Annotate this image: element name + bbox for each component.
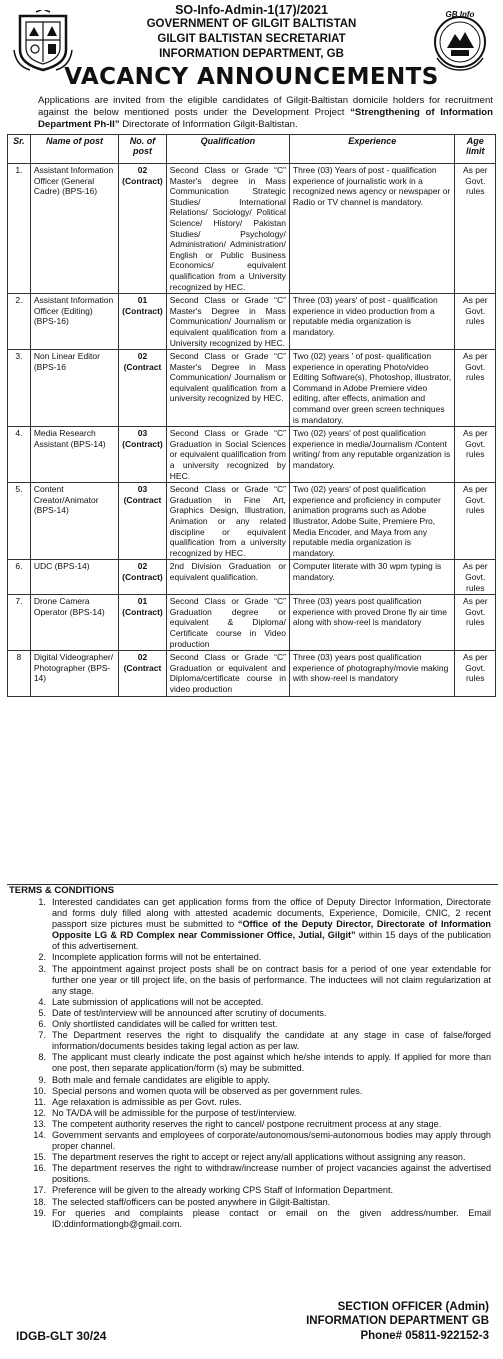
row-count xyxy=(119,427,167,483)
term-text xyxy=(52,897,491,951)
row-count-type: (Contract) xyxy=(122,175,163,186)
list-item xyxy=(10,1052,491,1074)
row-age-limit: As per Govt. rules xyxy=(455,164,496,294)
government-title: GOVERNMENT OF GILGIT BALTISTAN xyxy=(146,18,357,30)
intro-text-end: Directorate of Information Gilgit-Baltistan. xyxy=(119,119,298,130)
term-text: The appointment against project posts shall be on contract basis for a period of one year extendable for further one year or till project life, on the basis of performance. The inductees will not claim regularization at any stage. xyxy=(52,963,491,996)
term-text: For queries and complaints please contact or email on the given address/number. Email ID:ddinformationgb@gmail.com. xyxy=(52,1207,491,1229)
term-number: 10. xyxy=(33,1085,46,1096)
term-number: 8. xyxy=(38,1052,46,1063)
row-experience: Three (03) years' of post - qualification experience in video production from a reputable media organization is mandatory. xyxy=(289,294,455,350)
list-item xyxy=(10,1097,491,1108)
term-number: 1. xyxy=(38,897,46,907)
table-row xyxy=(8,651,496,696)
term-number: 18. xyxy=(33,1196,46,1207)
term-number: 4. xyxy=(38,996,46,1007)
row-post: Digital Videographer/ Photographer (BPS-14) xyxy=(30,651,118,696)
information-department-logo-icon xyxy=(429,8,491,72)
logo-right-text: GB Info xyxy=(445,10,475,19)
list-item xyxy=(10,1019,491,1030)
list-item xyxy=(10,1030,491,1052)
term-text: The department reserves the right to withdraw/increase number of project vacancies against the advertised positions. xyxy=(52,1163,491,1185)
row-post: Media Research Assistant (BPS-14) xyxy=(30,427,118,483)
row-age-limit: As per Govt. rules xyxy=(455,294,496,350)
terms-heading: TERMS & CONDITIONS xyxy=(7,884,498,896)
row-count-type: (Contract) xyxy=(122,305,163,316)
row-count-type: (Contract xyxy=(123,662,162,673)
row-count xyxy=(119,350,167,427)
department-title: INFORMATION DEPARTMENT, GB xyxy=(159,48,344,60)
term-text: Both male and female candidates are eligible to apply. xyxy=(52,1074,270,1085)
list-item xyxy=(10,964,491,997)
term-text: Incomplete application forms will not be entertained. xyxy=(52,952,262,963)
row-experience: Three (03) years post qualification experience with proved Drone fly air time along with show-reel is mandatory xyxy=(289,595,455,651)
term-number: 5. xyxy=(38,1007,46,1018)
term-number: 12. xyxy=(33,1107,46,1118)
list-item xyxy=(10,1130,491,1152)
intro-text: Applications are invited from the eligible candidates of Gilgit-Baltistan domicile holders for recruitment against the below mentioned posts under the Development Project xyxy=(38,95,493,118)
term-text: Date of test/interview will be announced after scrutiny of documents. xyxy=(52,1007,327,1018)
row-post: Content Creator/Animator (BPS-14) xyxy=(30,483,118,560)
row-qualification: Second Class or Grade “C” Graduation or equivalent and Diploma/certificate course in video production xyxy=(166,651,289,696)
row-age-limit: As per Govt. rules xyxy=(455,483,496,560)
row-sr: 1. xyxy=(8,164,31,294)
term-number: 11. xyxy=(34,1096,46,1107)
term-text: The department reserves the right to accept or reject any/all applications without assigning any reason. xyxy=(52,1152,466,1163)
row-post: Assistant Information Officer (Editing) (BPS-16) xyxy=(30,294,118,350)
row-experience: Computer literate with 30 wpm typing is mandatory. xyxy=(289,560,455,595)
row-experience: Three (03) Years of post - qualification experience of journalistic work in a recognized news agency or newspaper or Radio or TV channel is mandatory. xyxy=(289,164,455,294)
contact-phone: Phone# 05811-922152-3 xyxy=(360,1330,489,1342)
term-text: The applicant must clearly indicate the post against which he/she intends to apply. If applied for more than one post, then separate application/form (s) may be submitted. xyxy=(52,1052,491,1074)
row-qualification: Second Class or Grade “C” Graduation in Fine Art, Graphics Design, Illustration, Animation or any related discipline or equivalent qualification from a university recognized by HEC. xyxy=(166,483,289,560)
row-age-limit: As per Govt. rules xyxy=(455,595,496,651)
row-post: Assistant Information Officer (General Cadre) (BPS-16) xyxy=(30,164,118,294)
term-number: 19. xyxy=(33,1207,46,1218)
secretariat-title: GILGIT BALTISTAN SECRETARIAT xyxy=(157,33,346,45)
col-no: No. of post xyxy=(119,135,167,164)
project-name: “Strengthening of Information Department Ph-II” xyxy=(38,107,493,130)
page-title: VACANCY ANNOUNCEMENTS xyxy=(64,64,439,90)
row-age-limit: As per Govt. rules xyxy=(455,560,496,595)
term-number: 16. xyxy=(33,1163,46,1174)
row-qualification: Second Class or Grade “C” Master's Degree in Mass Communication/ Journalism or equivalent qualification from a university recognized by HEC. xyxy=(166,350,289,427)
row-experience: Two (02) years ' of post- qualification experience in operating Photo/video Editing Software(s), Photoshop, illustrator, Command in Adobe Premiere video editing, after effects, animation and command over green screen techniques is mandatory. xyxy=(289,350,455,427)
col-age-limit: Age limit xyxy=(455,135,496,164)
col-post: Name of post xyxy=(30,135,118,164)
term-text: The competent authority reserves the right to cancel/ postpone recruitment process at any stage. xyxy=(52,1118,442,1129)
reference-number: SO-Info-Admin-1(17)/2021 xyxy=(175,3,328,17)
row-count-type: (Contract) xyxy=(122,571,163,582)
term-text: Special persons and women quota will be observed as per government rules. xyxy=(52,1085,363,1096)
term-text: Government servants and employees of corporate/autonomous/semi-autonomous bodies may apply through proper channel. xyxy=(52,1129,491,1152)
row-count xyxy=(119,595,167,651)
table-row xyxy=(8,560,496,595)
list-item xyxy=(10,1197,491,1208)
term-number: 7. xyxy=(38,1030,46,1041)
list-item xyxy=(10,1152,491,1163)
col-sr: Sr. xyxy=(8,135,31,164)
list-item xyxy=(10,1208,491,1230)
row-sr: 2. xyxy=(8,294,31,350)
row-count-number: 02 xyxy=(137,351,148,362)
table-row xyxy=(8,595,496,651)
table-row xyxy=(8,350,496,427)
row-experience: Three (03) years post qualification experience of photography/movie making with show-reel is mandatory xyxy=(289,651,455,696)
row-qualification: Second Class or Grade “C” Graduation in Social Sciences or equivalent qualification from a university recognized by HEC. xyxy=(166,427,289,483)
list-item xyxy=(10,1075,491,1086)
table-header-row xyxy=(8,135,496,164)
signatory-department: INFORMATION DEPARTMENT GB xyxy=(306,1315,489,1327)
row-sr: 5. xyxy=(8,483,31,560)
row-qualification: Second Class or Grade “C” Master's degree in Mass Communication Strategic Studies/ International Relations/ Sociology/ Political Science/ History/ Pakistan Studies/ Psychology/ Administration/ Administration/ English or Public Business Economics/ equivalent qualification from a University recognized by HEC. xyxy=(166,164,289,294)
term-number: 9. xyxy=(38,1074,46,1085)
row-sr: 7. xyxy=(8,595,31,651)
list-item xyxy=(10,1185,491,1196)
list-item xyxy=(10,952,491,963)
table-row xyxy=(8,294,496,350)
term-number: 2. xyxy=(38,952,46,963)
row-age-limit: As per Govt. rules xyxy=(455,651,496,696)
row-count-number: 02 xyxy=(137,165,148,175)
row-sr: 4. xyxy=(8,427,31,483)
list-item xyxy=(10,897,491,952)
row-age-limit: As per Govt. rules xyxy=(455,350,496,427)
term-text: Late submission of applications will not be accepted. xyxy=(52,996,264,1007)
list-item xyxy=(10,1119,491,1130)
term-number: 14. xyxy=(33,1129,46,1140)
term-text-bold: “Office of the Deputy Director, Directorate of Information Opposite LG & RD Complex near Commissioner Office, Jutial, Gilgit” xyxy=(52,919,491,941)
row-count xyxy=(119,483,167,560)
row-sr: 8 xyxy=(8,651,31,696)
row-count xyxy=(119,651,167,696)
term-text: Age relaxation is admissible as per Govt. rules. xyxy=(52,1096,242,1107)
row-count xyxy=(119,294,167,350)
col-qualification: Qualification xyxy=(166,135,289,164)
row-count-type: (Contract xyxy=(123,361,162,372)
row-sr: 6. xyxy=(8,560,31,595)
row-count-number: 02 xyxy=(137,652,148,663)
list-item xyxy=(10,997,491,1008)
header xyxy=(0,0,503,95)
vacancy-table xyxy=(7,134,496,697)
table-row xyxy=(8,427,496,483)
row-count-number: 01 xyxy=(137,295,148,306)
term-number: 6. xyxy=(38,1019,46,1030)
row-experience: Two (02) years' of post qualification experience and proficiency in computer animation programs such as Adobe Illustrator, Adobe Suite, Premiere Pro, Media Encoder, and Maya from any reputable media organization is mandatory. xyxy=(289,483,455,560)
col-experience: Experience xyxy=(289,135,455,164)
row-sr: 3. xyxy=(8,350,31,427)
row-experience: Two (02) years' of post qualification experience in media/Journalism /Content writing/ from any reputable organization is mandatory. xyxy=(289,427,455,483)
term-text: The selected staff/officers can be posted anywhere in Gilgit-Baltistan. xyxy=(52,1196,331,1207)
term-text: Only shortlisted candidates will be called for written test. xyxy=(52,1019,278,1030)
row-qualification: Second Class or Grade “C” Graduation degree or equivalent & Diploma/ Certificate course in Video production xyxy=(166,595,289,651)
row-qualification: Second Class or Grade “C” Master's Degree in Mass Communication/ Journalism or equivalent qualification from a University recognized by HEC. xyxy=(166,294,289,350)
row-count-number: 03 xyxy=(137,484,148,495)
row-count-type: (Contract xyxy=(123,494,162,505)
row-qualification: 2nd Division Graduation or equivalent qualification. xyxy=(166,560,289,595)
row-post: Non Linear Editor (BPS-16 xyxy=(30,350,118,427)
term-text: Preference will be given to the already working CPS Staff of Information Department. xyxy=(52,1185,394,1196)
signatory-title: SECTION OFFICER (Admin) xyxy=(337,1301,489,1313)
row-count xyxy=(119,164,167,294)
table-row xyxy=(8,483,496,560)
row-count-type: (Contract) xyxy=(122,606,163,617)
term-text-part: Interested candidates can get application forms from the office of Deputy Director Information, Directorate and forms duly filled along with attested academic documents, Experience, Domicile, CNIC, 2 recent passport size pictures must be submitted to xyxy=(52,897,491,930)
row-post: Drone Camera Operator (BPS-14) xyxy=(30,595,118,651)
advertisement-code: IDGB-GLT 30/24 xyxy=(16,1329,107,1343)
row-count-number: 02 xyxy=(137,561,148,572)
row-count-number: 03 xyxy=(137,428,148,439)
table-row xyxy=(8,164,496,294)
term-text-part: within 15 days of the publication of this advertisement. xyxy=(52,930,491,952)
row-count-type: (Contract) xyxy=(122,438,163,449)
term-number: 3. xyxy=(38,963,46,974)
row-count-number: 01 xyxy=(137,596,148,607)
row-count xyxy=(119,560,167,595)
term-number: 13. xyxy=(33,1118,46,1129)
list-item xyxy=(10,1086,491,1097)
term-number: 15. xyxy=(33,1152,46,1163)
intro-paragraph xyxy=(38,95,493,131)
term-text: No TA/DA will be admissible for the purpose of test/interview. xyxy=(52,1107,297,1118)
list-item xyxy=(10,1108,491,1119)
list-item xyxy=(10,1008,491,1019)
term-number: 17. xyxy=(33,1185,46,1196)
term-text: The Department reserves the right to disqualify the candidate at any stage in case of false/forged information/documents besides taking legal action as per law. xyxy=(52,1030,491,1052)
terms-list xyxy=(10,897,491,1230)
row-age-limit: As per Govt. rules xyxy=(455,427,496,483)
list-item xyxy=(10,1163,491,1185)
row-post: UDC (BPS-14) xyxy=(30,560,118,595)
